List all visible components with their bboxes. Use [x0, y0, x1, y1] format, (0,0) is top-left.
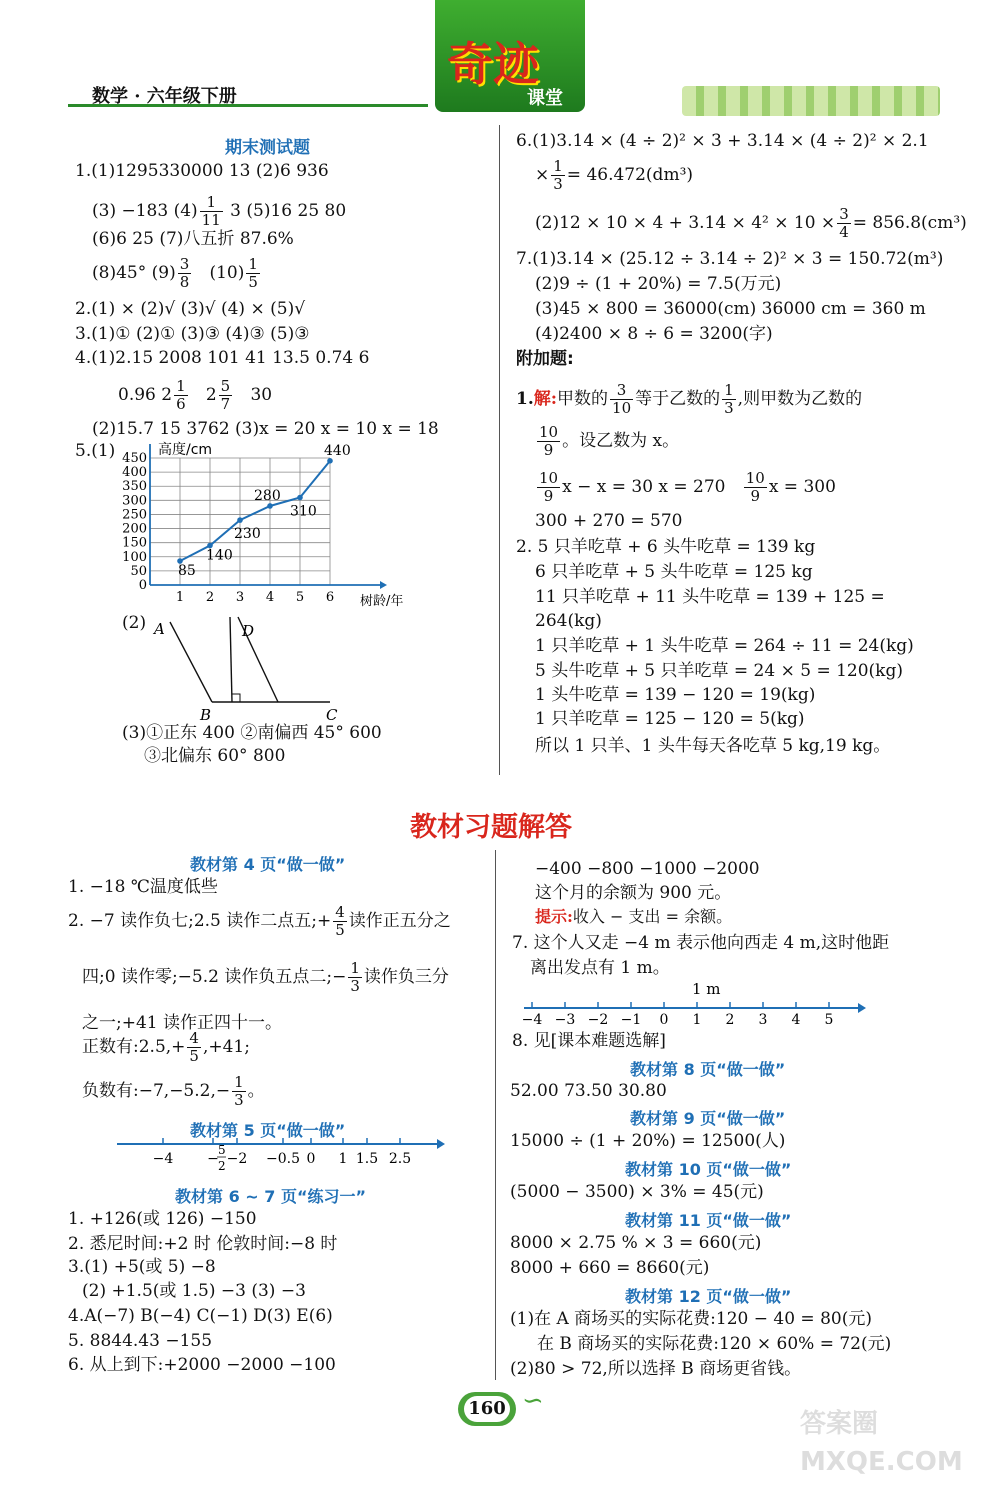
- q7-line4: (4)2400 × 8 ÷ 6 = 3200(字): [535, 324, 773, 344]
- q2-line: 2.(1) × (2)√ (3)√ (4) × (5)√: [75, 299, 306, 319]
- den: 5: [189, 1047, 199, 1065]
- ex1-q4: 4.A(−7) B(−4) C(−1) D(3) E(6): [68, 1306, 333, 1326]
- x-tick-label: 3: [235, 590, 245, 605]
- positive-numbers: [82, 1030, 250, 1065]
- positive-b: ,+41;: [202, 1037, 250, 1057]
- fraction-4-5: [333, 904, 347, 939]
- q1-part8: (8)45° (9): [92, 263, 176, 283]
- extra-q1-line2: [535, 424, 679, 459]
- ex1-q1: 1. +126(或 126) −150: [68, 1209, 257, 1229]
- q6-result: = 46.472(dm³): [566, 165, 694, 185]
- den: 3: [350, 977, 360, 995]
- txt-c: ,则甲数为乙数的: [737, 389, 863, 409]
- fraction-10-9: [537, 424, 560, 459]
- y-tick-label: 200: [122, 521, 147, 537]
- p11-answer1: 8000 × 2.75 % × 3 = 660(元): [510, 1233, 762, 1253]
- q4-line2: [118, 378, 272, 413]
- times: ×: [535, 165, 550, 185]
- x-tick-label: 6: [325, 590, 335, 605]
- ex1-q5: 5. 8844.43 −155: [68, 1331, 213, 1351]
- q4-values: 0.96 2: [118, 385, 173, 405]
- tick-label: 0: [306, 1151, 316, 1167]
- q1-line2: [92, 194, 346, 229]
- p4-q2-line2: [82, 960, 449, 995]
- swirl-ornament-icon: ∽: [522, 1386, 544, 1416]
- tick-label: −4: [152, 1151, 174, 1167]
- data-point: [327, 458, 333, 464]
- x-tick-label: 5: [295, 590, 305, 605]
- den: 5: [248, 273, 258, 291]
- extra-q2-line7: 1 头牛吃草 = 139 − 120 = 19(kg): [535, 685, 816, 705]
- fraction-3-4: [837, 206, 851, 241]
- p8-answer: 52.00 73.50 30.80: [510, 1081, 667, 1101]
- answers-title: 教材习题解答: [410, 812, 572, 843]
- geometry-figure: [150, 612, 370, 727]
- p10-answer: (5000 − 3500) × 3% = 45(元): [510, 1182, 764, 1202]
- fraction-1-11: [200, 194, 223, 229]
- ex1-q3-line2: (2) +1.5(或 1.5) −3 (3) −3: [82, 1281, 306, 1301]
- fraction-5-7: [219, 378, 233, 413]
- num: 1: [176, 377, 186, 395]
- num: 4: [189, 1029, 199, 1047]
- extra-q2-line1: 2. 5 只羊吃草 + 6 头牛吃草 = 139 kg: [516, 537, 816, 557]
- column-divider-bottom: [495, 850, 496, 1380]
- q1-line1: 1.(1)1295330000 13 (2)6 936: [75, 161, 329, 181]
- den: 7: [220, 395, 231, 413]
- p12-answer3: (2)80 > 72,所以选择 B 商场更省钱。: [510, 1359, 802, 1379]
- den: 9: [750, 487, 761, 505]
- hint-text: 收入 − 支出 = 余额。: [572, 907, 733, 926]
- tick-label: 5: [824, 1012, 834, 1028]
- tick-label: 1: [338, 1151, 348, 1167]
- y-tick-label: 350: [122, 479, 147, 495]
- q5-label: 5.(1): [75, 441, 116, 461]
- tick-label: 2.5: [388, 1151, 412, 1167]
- num: 1: [724, 381, 734, 399]
- negative-a: 负数有:−7,−5.2,−: [82, 1081, 231, 1101]
- mixed-whole: 2: [205, 385, 217, 405]
- y-tick-label: 150: [122, 535, 147, 551]
- tick-label: 2: [725, 1012, 735, 1028]
- den: 3: [553, 175, 563, 193]
- x-axis-arrow: [380, 581, 387, 589]
- data-label: 140: [206, 547, 233, 564]
- tick-label: 4: [791, 1012, 801, 1028]
- txt-a: 甲数的: [557, 389, 609, 409]
- ex1-q7-line2: 离出发点有 1 m。: [530, 958, 670, 978]
- q7-line1: 7.(1)3.14 × (25.12 ÷ 3.14 ÷ 2)² × 3 = 150.72(m³): [516, 249, 944, 269]
- data-label: 85: [178, 563, 196, 580]
- ex1-q2: 2. 悉尼时间:+2 时 伦敦时间:−8 时: [68, 1234, 338, 1254]
- fraction-1-3: [551, 158, 565, 193]
- tick-label: −0.5: [266, 1151, 300, 1167]
- book-title: 数学 · 六年级下册: [92, 86, 237, 107]
- p4-q2-line1: [68, 904, 451, 939]
- q4-30: 30: [250, 385, 273, 405]
- hint-line: [535, 906, 732, 928]
- num: 4: [335, 903, 345, 921]
- data-point: [297, 495, 303, 501]
- p4-q2-b: 读作正五分之: [348, 911, 451, 931]
- tick-label: −1: [620, 1012, 642, 1028]
- fraction-1-3b: [722, 382, 736, 417]
- point-c-label: C: [326, 706, 338, 724]
- negative-numbers: [82, 1074, 265, 1109]
- data-label: 440: [324, 442, 351, 459]
- q6-line3: [535, 206, 967, 241]
- section-p11: 教材第 11 页“做一做”: [625, 1211, 792, 1230]
- q7-line3: (3)45 × 800 = 36000(cm) 36000 cm = 360 m: [535, 299, 926, 319]
- den: 10: [612, 399, 632, 417]
- section-p12: 教材第 12 页“做一做”: [625, 1287, 792, 1306]
- num: 10: [539, 423, 559, 441]
- q4-line3: (2)15.7 15 3762 (3)x = 20 x = 10 x = 18: [92, 419, 439, 439]
- q1-line3: (6)6 25 (7)八五折 87.6%: [92, 229, 294, 249]
- x-tick-label: 2: [205, 590, 215, 605]
- point-b-label: B: [200, 706, 212, 724]
- fraction-3-8: [178, 256, 192, 291]
- logo-main-text: 奇迹: [447, 37, 539, 91]
- logo-sub-text: 课堂: [527, 88, 563, 109]
- p11-answer2: 8000 + 660 = 8660(元): [510, 1258, 710, 1278]
- solve-label: 解:: [533, 389, 558, 409]
- extra-q1-line1: [516, 382, 862, 417]
- eq2: x = 300: [768, 477, 836, 497]
- section-p10: 教材第 10 页“做一做”: [625, 1160, 792, 1179]
- negative-b: 。: [247, 1081, 265, 1101]
- fraction-1-3-neg: [348, 960, 362, 995]
- data-point: [267, 503, 273, 509]
- frac-num: 5: [218, 1143, 226, 1157]
- den: 6: [176, 395, 186, 413]
- den: 5: [335, 921, 345, 939]
- data-label: 280: [254, 487, 281, 504]
- page-number-badge: [458, 1392, 516, 1426]
- p4-q2-c: 四;0 读作零;−5.2 读作负五点二;−: [82, 967, 347, 987]
- q3-line: 3.(1)① (2)① (3)③ (4)③ (5)③: [75, 324, 310, 344]
- y-tick-label: 400: [122, 465, 147, 481]
- watermark: 答案圈 MXQE.COM: [800, 1409, 963, 1477]
- extra-q2-line8: 1 只羊吃草 = 125 − 120 = 5(kg): [535, 709, 805, 729]
- fraction-10-9c: [744, 470, 767, 505]
- data-label: 310: [290, 503, 317, 520]
- extra-title: 附加题:: [516, 349, 574, 369]
- final-test-title: 期末测试题: [225, 138, 310, 158]
- q5-part3-line1: (3)①正东 400 ②南偏西 45° 600: [122, 723, 382, 743]
- q7-line2: (2)9 ÷ (1 + 20%) = 7.5(万元): [535, 274, 782, 294]
- fraction-10-9b: [537, 470, 560, 505]
- q6-line2: [535, 158, 693, 193]
- q5-part3-line2: ③北偏东 60° 800: [144, 746, 286, 766]
- num: 3: [179, 255, 190, 273]
- txt-b: 等于乙数的: [635, 389, 721, 409]
- extra-q1-line4: 300 + 270 = 570: [535, 511, 683, 531]
- extra-q1-line3: [535, 470, 836, 505]
- growth-line-chart: [110, 440, 440, 610]
- y-tick-label: 100: [122, 549, 147, 565]
- den: 4: [839, 223, 849, 241]
- extra-q2-line2: 6 只羊吃草 + 5 头牛吃草 = 125 kg: [535, 562, 813, 582]
- header-decoration: [682, 86, 940, 116]
- section-p4: 教材第 4 页“做一做”: [190, 855, 346, 874]
- logo-badge: [435, 0, 585, 112]
- chart-ylabel: 高度/cm: [158, 442, 213, 458]
- y-tick-label: 250: [122, 507, 147, 523]
- point-d-label: D: [242, 622, 255, 640]
- extra-q2-line3: 11 只羊吃草 + 11 头牛吃草 = 139 + 125 =: [535, 587, 885, 607]
- data-label: 230: [234, 526, 261, 543]
- extra-q2-line4: 264(kg): [535, 611, 602, 631]
- fraction-1-5: [246, 256, 260, 291]
- q6-part2-result: = 856.8(cm³): [852, 213, 967, 233]
- y-tick-label: 300: [122, 493, 147, 509]
- section-p5: 教材第 5 页“做一做”: [190, 1121, 346, 1140]
- num: 10: [745, 469, 765, 487]
- section-p9: 教材第 9 页“做一做”: [630, 1109, 786, 1128]
- fraction-4-5b: [187, 1030, 201, 1065]
- hint-label: 提示:: [535, 907, 573, 926]
- p9-answer: 15000 ÷ (1 + 20%) = 12500(人): [510, 1131, 786, 1151]
- num: 1: [200, 194, 223, 212]
- number-line-2: [520, 980, 870, 1028]
- y-tick-label: 0: [138, 578, 147, 593]
- distance-label: 1 m: [692, 980, 721, 998]
- x-tick-label: 4: [265, 590, 275, 605]
- q5-part2-label: (2): [122, 613, 147, 633]
- y-tick-label: 50: [130, 563, 147, 579]
- den: 3: [234, 1091, 244, 1109]
- fraction-1-3c: [232, 1074, 246, 1109]
- q6-line1: 6.(1)3.14 × (4 ÷ 2)² × 3 + 3.14 × (4 ÷ 2)² × 2.1: [516, 131, 929, 151]
- tick-label: −: [207, 1151, 219, 1167]
- chart-xlabel: 树龄/年: [360, 594, 404, 609]
- tick-label: 3: [758, 1012, 768, 1028]
- point-a-label: A: [154, 620, 165, 638]
- den: 11: [201, 211, 221, 229]
- extra-q2-line5: 1 只羊吃草 + 1 头牛吃草 = 264 ÷ 11 = 24(kg): [535, 636, 914, 656]
- p12-answer1: (1)在 A 商场买的实际花费:120 − 40 = 80(元): [510, 1309, 872, 1329]
- num: 3: [839, 205, 849, 223]
- extra-q2-line6: 5 头牛吃草 + 5 只羊吃草 = 24 × 5 = 120(kg): [535, 661, 903, 681]
- tick-label: 1.5: [355, 1151, 379, 1167]
- x-tick-label: 1: [175, 590, 185, 605]
- fraction-1-6: [174, 378, 188, 413]
- tick-label: −2: [587, 1012, 609, 1028]
- ex1-q3-line1: 3.(1) +5(或 5) −8: [68, 1257, 216, 1277]
- number-line-1: [115, 1134, 445, 1180]
- tick-label: −2: [226, 1151, 248, 1167]
- fraction-3-10: [610, 382, 633, 417]
- ex1-q7-line1: 7. 这个人又走 −4 m 表示他向西走 4 m,这时他距: [512, 933, 890, 953]
- q1-part3: (3) −183 (4): [92, 201, 198, 221]
- q1-part5: 3 (5)16 25 80: [230, 201, 347, 221]
- data-point: [237, 517, 243, 523]
- p4-q2-a: 2. −7 读作负七;2.5 读作二点五;+: [68, 911, 332, 931]
- tick-label: 0: [659, 1012, 669, 1028]
- txt-d: 。设乙数为 x。: [562, 431, 680, 451]
- ex1-q6-cont: −400 −800 −1000 −2000: [535, 859, 760, 879]
- ex1-q8: 8. 见[课本难题选解]: [512, 1031, 666, 1051]
- tick-label: −3: [554, 1012, 576, 1028]
- num: 5: [220, 377, 231, 395]
- num: 1: [350, 959, 360, 977]
- q1-part10: (10): [209, 263, 245, 283]
- column-divider-top: [499, 125, 500, 775]
- num: 1: [553, 157, 563, 175]
- num: 10: [539, 469, 559, 487]
- p4-q1: 1. −18 ℃温度低些: [68, 877, 218, 897]
- tick-label: 1: [692, 1012, 702, 1028]
- den: 3: [724, 399, 734, 417]
- q6-part2: (2)12 × 10 × 4 + 3.14 × 4² × 10 ×: [535, 213, 836, 233]
- eq1: x − x = 30 x = 270: [562, 477, 726, 497]
- q1-line4: [92, 256, 262, 291]
- num: 1: [248, 255, 258, 273]
- p12-answer2: 在 B 商场买的实际花费:120 × 60% = 72(元): [537, 1334, 892, 1354]
- tick-label: −4: [521, 1012, 543, 1028]
- p4-q2-d: 读作负三分: [363, 967, 449, 987]
- den: 9: [543, 441, 554, 459]
- ex1-q6: 6. 从上到下:+2000 −2000 −100: [68, 1355, 336, 1375]
- q4-line1: 4.(1)2.15 2008 101 41 13.5 0.74 6: [75, 348, 370, 368]
- balance-line: 这个月的余额为 900 元。: [535, 883, 732, 903]
- positive-a: 正数有:2.5,+: [82, 1037, 186, 1057]
- section-p8: 教材第 8 页“做一做”: [630, 1060, 786, 1079]
- num: 1: [234, 1073, 244, 1091]
- den: 9: [543, 487, 554, 505]
- frac-den: 2: [218, 1159, 226, 1173]
- p4-q2-line3: 之一;+41 读作正四十一。: [82, 1013, 283, 1033]
- num: 3: [610, 382, 633, 400]
- den: 8: [179, 273, 190, 291]
- extra-q2-line9: 所以 1 只羊、1 头牛每天各吃草 5 kg,19 kg。: [535, 736, 891, 756]
- extra-q1-num: 1.: [516, 389, 534, 409]
- y-tick-label: 450: [122, 451, 147, 466]
- page-number: 160: [464, 1396, 510, 1422]
- section-p6-7: 教材第 6 ~ 7 页“练习一”: [175, 1187, 366, 1206]
